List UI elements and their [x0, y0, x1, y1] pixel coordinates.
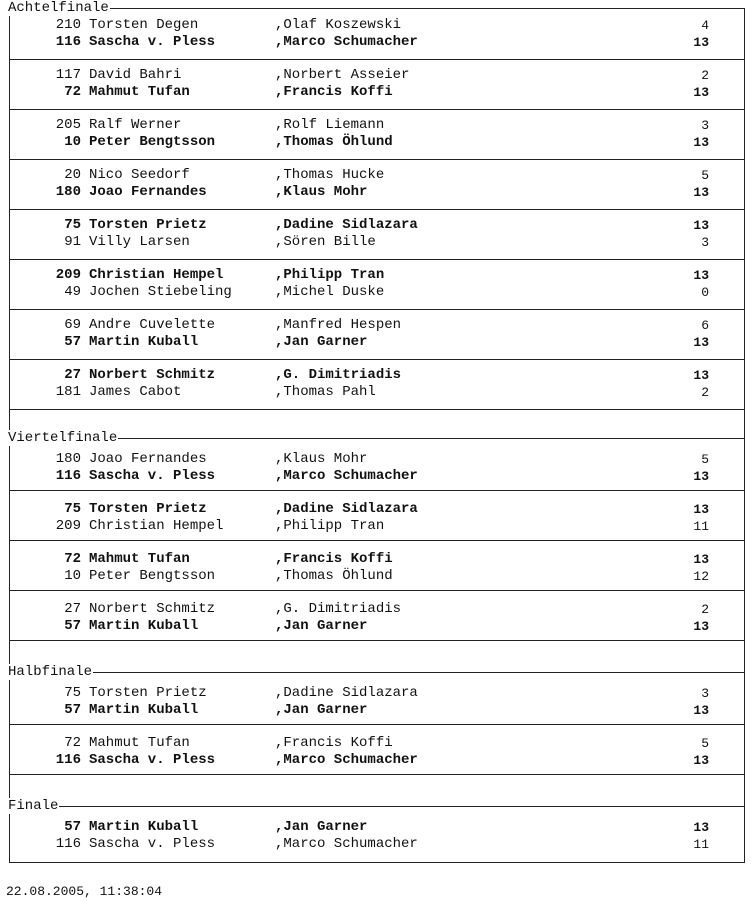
match-divider: [9, 640, 745, 641]
team-number: 209: [55, 518, 81, 534]
team-score: 13: [693, 469, 709, 484]
team-number: 91: [64, 234, 81, 250]
team-number: 49: [64, 284, 81, 300]
team-number: 72: [64, 84, 81, 100]
section-top-line: [9, 8, 745, 9]
section-top-line: [9, 438, 745, 439]
match-divider: [9, 540, 745, 541]
team-number: 72: [64, 735, 81, 751]
player-one-name: Christian Hempel: [89, 518, 224, 534]
team-number: 116: [55, 836, 81, 852]
player-two-name: ,G. Dimitriadis: [275, 601, 402, 617]
team-number: 116: [55, 752, 81, 768]
print-timestamp: 22.08.2005, 11:38:04: [6, 884, 163, 899]
player-two-name: ,Francis Koffi: [275, 84, 393, 100]
player-one-name: Peter Bengtsson: [89, 134, 216, 150]
player-one-name: Andre Cuvelette: [89, 317, 216, 333]
match: [9, 17, 745, 57]
match: [9, 819, 745, 859]
section-top-line: [9, 672, 745, 673]
player-one-name: Mahmut Tufan: [89, 84, 190, 100]
team-score: 2: [701, 68, 709, 83]
team-score: 5: [701, 168, 709, 183]
team-row: [9, 518, 745, 535]
section-top-line: [9, 806, 745, 807]
team-row: [9, 117, 745, 134]
team-score: 5: [701, 736, 709, 751]
team-number: 27: [64, 601, 81, 617]
player-one-name: Villy Larsen: [89, 234, 190, 250]
match-divider: [9, 259, 745, 260]
player-one-name: Torsten Degen: [89, 17, 199, 33]
player-two-name: ,Dadine Sidlazara: [275, 217, 418, 233]
team-score: 13: [693, 502, 709, 517]
team-number: 117: [55, 67, 81, 83]
player-two-name: ,Marco Schumacher: [275, 752, 418, 768]
player-two-name: ,Jan Garner: [275, 618, 368, 634]
match-divider: [9, 159, 745, 160]
team-number: 75: [64, 501, 81, 517]
team-number: 10: [64, 134, 81, 150]
team-row: [9, 685, 745, 702]
team-number: 57: [64, 819, 81, 835]
team-score: 2: [701, 602, 709, 617]
match-divider: [9, 409, 745, 410]
team-number: 75: [64, 685, 81, 701]
team-number: 181: [55, 384, 81, 400]
match-divider: [9, 309, 745, 310]
team-row: [9, 217, 745, 234]
match-divider: [9, 359, 745, 360]
team-score: 13: [693, 820, 709, 835]
player-two-name: ,Manfred Hespen: [275, 317, 402, 333]
player-two-name: ,Dadine Sidlazara: [275, 685, 418, 701]
team-score: 13: [693, 35, 709, 50]
player-one-name: Norbert Schmitz: [89, 367, 216, 383]
team-row: [9, 601, 745, 618]
team-score: 13: [693, 552, 709, 567]
team-row: [9, 836, 745, 853]
player-two-name: ,Klaus Mohr: [275, 451, 368, 467]
team-score: 3: [701, 118, 709, 133]
player-two-name: ,Dadine Sidlazara: [275, 501, 418, 517]
team-number: 116: [55, 468, 81, 484]
team-row: [9, 367, 745, 384]
team-number: 180: [55, 451, 81, 467]
team-row: [9, 234, 745, 251]
player-two-name: ,Marco Schumacher: [275, 468, 418, 484]
match-divider: [9, 209, 745, 210]
player-one-name: James Cabot: [89, 384, 182, 400]
player-two-name: ,Jan Garner: [275, 334, 368, 350]
team-row: [9, 334, 745, 351]
team-score: 13: [693, 85, 709, 100]
team-row: [9, 267, 745, 284]
team-number: 210: [55, 17, 81, 33]
player-one-name: Martin Kuball: [89, 618, 199, 634]
match: [9, 601, 745, 641]
player-two-name: ,Sören Bille: [275, 234, 376, 250]
player-one-name: Torsten Prietz: [89, 501, 207, 517]
match: [9, 451, 745, 491]
player-two-name: ,Jan Garner: [275, 819, 368, 835]
team-row: [9, 735, 745, 752]
player-two-name: ,Michel Duske: [275, 284, 385, 300]
player-two-name: ,Thomas Öhlund: [275, 568, 393, 584]
player-one-name: Martin Kuball: [89, 702, 199, 718]
player-two-name: ,Marco Schumacher: [275, 836, 418, 852]
player-one-name: Christian Hempel: [89, 267, 224, 283]
team-row: [9, 167, 745, 184]
team-score: 13: [693, 185, 709, 200]
team-number: 72: [64, 551, 81, 567]
team-number: 205: [55, 117, 81, 133]
team-score: 13: [693, 753, 709, 768]
team-row: [9, 451, 745, 468]
team-score: 13: [693, 218, 709, 233]
player-one-name: David Bahri: [89, 67, 182, 83]
team-number: 180: [55, 184, 81, 200]
player-two-name: ,Francis Koffi: [275, 735, 393, 751]
match-divider: [9, 590, 745, 591]
player-two-name: ,Thomas Öhlund: [275, 134, 393, 150]
player-one-name: Joao Fernandes: [89, 184, 207, 200]
player-one-name: Sascha v. Pless: [89, 468, 216, 484]
player-one-name: Joao Fernandes: [89, 451, 207, 467]
player-one-name: Jochen Stiebeling: [89, 284, 232, 300]
team-score: 13: [693, 335, 709, 350]
match: [9, 67, 745, 107]
player-two-name: ,Thomas Hucke: [275, 167, 385, 183]
player-two-name: ,Norbert Asseier: [275, 67, 410, 83]
team-score: 11: [693, 837, 709, 852]
player-two-name: ,Philipp Tran: [275, 518, 385, 534]
team-row: [9, 284, 745, 301]
team-row: [9, 752, 745, 769]
player-one-name: Nico Seedorf: [89, 167, 190, 183]
team-score: 12: [693, 569, 709, 584]
team-score: 5: [701, 452, 709, 467]
player-two-name: ,Jan Garner: [275, 702, 368, 718]
team-number: 20: [64, 167, 81, 183]
player-one-name: Peter Bengtsson: [89, 568, 216, 584]
team-score: 13: [693, 135, 709, 150]
team-number: 57: [64, 702, 81, 718]
player-one-name: Torsten Prietz: [89, 685, 207, 701]
team-row: [9, 84, 745, 101]
team-row: [9, 618, 745, 635]
team-row: [9, 819, 745, 836]
player-one-name: Sascha v. Pless: [89, 752, 216, 768]
match: [9, 267, 745, 307]
team-score: 3: [701, 235, 709, 250]
team-row: [9, 134, 745, 151]
team-score: 11: [693, 519, 709, 534]
player-one-name: Martin Kuball: [89, 819, 199, 835]
team-number: 116: [55, 34, 81, 50]
team-row: [9, 568, 745, 585]
match: [9, 167, 745, 207]
match: [9, 117, 745, 157]
player-one-name: Norbert Schmitz: [89, 601, 216, 617]
match: [9, 551, 745, 591]
team-score: 2: [701, 385, 709, 400]
match-divider: [9, 109, 745, 110]
match-divider: [9, 490, 745, 491]
player-one-name: Ralf Werner: [89, 117, 182, 133]
match: [9, 735, 745, 775]
match-divider: [9, 59, 745, 60]
match-divider: [9, 774, 745, 775]
team-number: 27: [64, 367, 81, 383]
team-row: [9, 501, 745, 518]
team-number: 57: [64, 618, 81, 634]
player-two-name: ,Klaus Mohr: [275, 184, 368, 200]
player-one-name: Sascha v. Pless: [89, 836, 216, 852]
player-two-name: ,Thomas Pahl: [275, 384, 376, 400]
team-score: 0: [701, 285, 709, 300]
section-title: Halbfinale: [8, 664, 93, 680]
match: [9, 317, 745, 357]
section-title: Achtelfinale: [8, 0, 109, 16]
section-title: Viertelfinale: [8, 430, 118, 446]
team-row: [9, 551, 745, 568]
player-one-name: Martin Kuball: [89, 334, 199, 350]
section-title: Finale: [8, 798, 59, 814]
match: [9, 501, 745, 541]
player-two-name: ,Olaf Koszewski: [275, 17, 402, 33]
player-two-name: ,Rolf Liemann: [275, 117, 385, 133]
team-row: [9, 702, 745, 719]
team-score: 13: [693, 268, 709, 283]
team-score: 3: [701, 686, 709, 701]
match: [9, 367, 745, 407]
player-two-name: ,Philipp Tran: [275, 267, 385, 283]
team-row: [9, 34, 745, 51]
player-one-name: Mahmut Tufan: [89, 551, 190, 567]
team-number: 69: [64, 317, 81, 333]
player-two-name: ,Francis Koffi: [275, 551, 393, 567]
team-number: 75: [64, 217, 81, 233]
match: [9, 217, 745, 257]
match-divider: [9, 724, 745, 725]
team-row: [9, 384, 745, 401]
team-number: 209: [55, 267, 81, 283]
team-row: [9, 184, 745, 201]
team-score: 13: [693, 368, 709, 383]
team-score: 13: [693, 703, 709, 718]
team-row: [9, 468, 745, 485]
team-score: 6: [701, 318, 709, 333]
team-score: 4: [701, 18, 709, 33]
player-one-name: Torsten Prietz: [89, 217, 207, 233]
match: [9, 685, 745, 725]
team-number: 57: [64, 334, 81, 350]
player-one-name: Sascha v. Pless: [89, 34, 216, 50]
player-one-name: Mahmut Tufan: [89, 735, 190, 751]
player-two-name: ,Marco Schumacher: [275, 34, 418, 50]
team-row: [9, 17, 745, 34]
player-two-name: ,G. Dimitriadis: [275, 367, 402, 383]
team-row: [9, 67, 745, 84]
team-score: 13: [693, 619, 709, 634]
team-number: 10: [64, 568, 81, 584]
team-row: [9, 317, 745, 334]
